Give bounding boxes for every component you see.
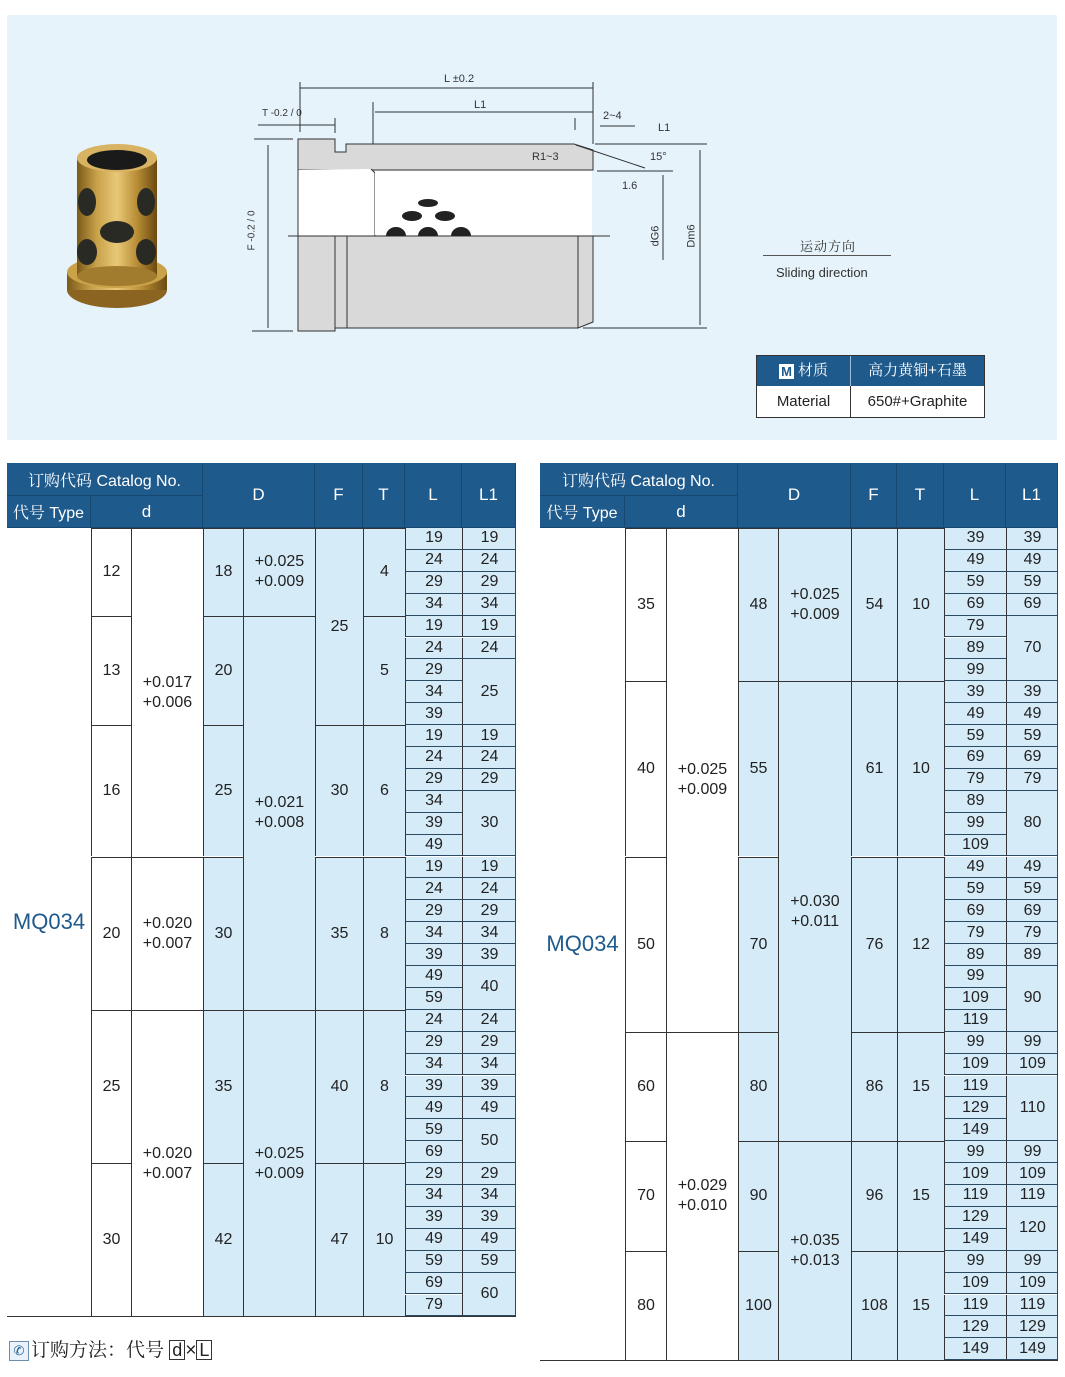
material-header-label <box>757 356 851 386</box>
cell-L1-value: 39 <box>462 1207 516 1229</box>
table-bottom-rule <box>7 1316 516 1317</box>
cell-L1-value: 40 <box>462 966 516 1010</box>
order-code-L: L <box>196 1340 212 1360</box>
cell-T-value: 10 <box>897 681 944 856</box>
dim-label-angle: 15° <box>650 151 667 163</box>
dim-label-L: L ±0.2 <box>444 73 475 85</box>
cell-L1-value: 59 <box>1006 878 1058 900</box>
cell-T-value: 8 <box>363 857 405 1010</box>
cell-L1-value: 50 <box>462 1119 516 1163</box>
d-tolerance-lower: +0.009 <box>677 781 728 799</box>
cell-D-value: 18 <box>203 528 243 616</box>
D-tolerance-lower: +0.008 <box>254 814 305 832</box>
cell-L1-value: 39 <box>1006 528 1058 550</box>
cell-L-value: 19 <box>405 725 462 747</box>
sliding-direction-en: Sliding direction <box>776 265 868 280</box>
cell-L-value: 99 <box>944 966 1006 988</box>
cell-L1-value: 109 <box>1006 1054 1058 1076</box>
D-tolerance-lower: +0.009 <box>790 606 840 624</box>
cell-L1-value: 19 <box>462 725 516 747</box>
cell-T-value: 15 <box>897 1032 944 1142</box>
cell-L-value: 34 <box>405 791 462 813</box>
cell-T-value: 10 <box>897 528 944 681</box>
d-tolerance-upper: +0.020 <box>142 1144 193 1162</box>
cell-L-value: 34 <box>405 681 462 703</box>
cell-F-value: 54 <box>851 528 897 681</box>
cell-L-value: 39 <box>405 1076 462 1098</box>
order-method-label: 订购方法：代号 <box>31 1340 165 1361</box>
cell-T-value: 12 <box>897 857 944 1032</box>
cell-L1-value: 34 <box>462 922 516 944</box>
cell-L-value: 29 <box>405 1032 462 1054</box>
cell-L-value: 149 <box>944 1338 1006 1360</box>
cell-L-value: 49 <box>944 550 1006 572</box>
cell-L1-value: 24 <box>462 747 516 769</box>
cell-L-value: 69 <box>944 747 1006 769</box>
cell-L1-value: 29 <box>462 769 516 791</box>
cell-d-tolerance <box>666 1032 738 1361</box>
cell-L-value: 69 <box>944 594 1006 616</box>
cell-L1-value: 129 <box>1006 1316 1058 1338</box>
header-type: 代号 Type <box>540 496 625 528</box>
cell-L1-value: 49 <box>462 1097 516 1119</box>
cell-type: MQ034 <box>7 528 91 1316</box>
sliding-direction-arrow-icon <box>763 255 891 256</box>
cell-L1-value: 90 <box>1006 966 1058 1032</box>
cell-L1-value: 24 <box>462 1010 516 1032</box>
d-tolerance-upper: +0.020 <box>142 914 193 932</box>
cell-L-value: 59 <box>405 1251 462 1273</box>
cell-L-value: 89 <box>944 638 1006 660</box>
cell-F-value: 61 <box>851 681 897 856</box>
cell-L1-value: 24 <box>462 638 516 660</box>
cell-type: MQ034 <box>540 528 625 1360</box>
cell-D-tolerance <box>778 681 851 1141</box>
cell-L1-value: 39 <box>462 1076 516 1098</box>
cell-L-value: 99 <box>944 1251 1006 1273</box>
header-L: L <box>944 463 1006 528</box>
cell-L1-value: 110 <box>1006 1076 1058 1142</box>
header-L: L <box>405 463 462 528</box>
order-code-times: × <box>185 1340 197 1361</box>
d-tolerance-lower: +0.010 <box>677 1197 728 1215</box>
cell-D-tolerance <box>243 1010 315 1317</box>
cell-D-value: 35 <box>203 1010 243 1163</box>
cell-L1-value: 30 <box>462 791 516 857</box>
cell-L1-value: 39 <box>1006 681 1058 703</box>
header-L1: L1 <box>1006 463 1058 528</box>
roughness-inner-label: 1.6 <box>622 180 638 192</box>
cell-d-tolerance <box>131 857 203 1010</box>
cell-D-tolerance <box>243 528 315 616</box>
cell-L1-value: 119 <box>1006 1295 1058 1317</box>
cell-d-value: 30 <box>91 1163 131 1316</box>
dim-label-L1: L1 <box>474 99 487 111</box>
dim-label-radius: R1~3 <box>532 151 559 163</box>
D-tolerance-upper: +0.021 <box>254 794 305 812</box>
cell-L-value: 79 <box>944 922 1006 944</box>
cell-L-value: 99 <box>944 659 1006 681</box>
cell-L1-value: 69 <box>1006 747 1058 769</box>
cell-L-value: 49 <box>405 966 462 988</box>
cell-T-value: 15 <box>897 1251 944 1361</box>
header-L1: L1 <box>462 463 516 528</box>
header-catalog-no: 订购代码 Catalog No. <box>7 463 203 496</box>
cell-T-value: 8 <box>363 1010 405 1163</box>
cell-L1-value: 25 <box>462 659 516 725</box>
cell-D-value: 25 <box>203 725 243 856</box>
cell-L-value: 69 <box>405 1273 462 1295</box>
cell-L1-value: 149 <box>1006 1338 1058 1360</box>
cell-L1-value: 29 <box>462 1163 516 1185</box>
D-tolerance-upper: +0.035 <box>790 1232 840 1250</box>
cell-L-value: 49 <box>405 835 462 857</box>
d-tolerance-lower: +0.007 <box>142 1164 193 1182</box>
cell-L-value: 39 <box>405 1207 462 1229</box>
cell-L-value: 119 <box>944 1295 1006 1317</box>
cell-D-value: 48 <box>738 528 778 681</box>
cell-L-value: 99 <box>944 1032 1006 1054</box>
cell-L-value: 149 <box>944 1229 1006 1251</box>
cell-L-value: 99 <box>944 1141 1006 1163</box>
cell-L-value: 119 <box>944 1185 1006 1207</box>
cell-L1-value: 79 <box>1006 922 1058 944</box>
cell-L-value: 119 <box>944 1010 1006 1032</box>
cell-d-value: 16 <box>91 725 131 856</box>
D-tolerance-upper: +0.030 <box>790 892 840 910</box>
cell-L1-value: 69 <box>1006 594 1058 616</box>
material-label-zh: 材质 <box>797 362 828 379</box>
cell-L1-value: 79 <box>1006 769 1058 791</box>
cell-d-value: 60 <box>625 1032 666 1142</box>
cell-d-value: 80 <box>625 1251 666 1361</box>
cell-L-value: 24 <box>405 747 462 769</box>
material-value-en: 650#+Graphite <box>867 393 968 410</box>
header-F: F <box>315 463 363 528</box>
cell-L-value: 34 <box>405 594 462 616</box>
cell-L-value: 34 <box>405 1185 462 1207</box>
header-type: 代号 Type <box>7 496 91 528</box>
cell-L-value: 129 <box>944 1097 1006 1119</box>
table-bottom-rule <box>540 1360 1058 1361</box>
cell-L-value: 109 <box>944 835 1006 857</box>
cell-d-value: 25 <box>91 1010 131 1163</box>
cell-L-value: 149 <box>944 1119 1006 1141</box>
cell-L-value: 119 <box>944 1076 1006 1098</box>
cell-F-value: 76 <box>851 857 897 1032</box>
cell-L-value: 24 <box>405 550 462 572</box>
cell-L-value: 59 <box>944 572 1006 594</box>
cell-L1-value: 69 <box>1006 900 1058 922</box>
table-right-edge <box>515 528 516 1316</box>
cell-L1-value: 109 <box>1006 1163 1058 1185</box>
cell-d-tolerance <box>131 528 203 857</box>
cell-L-value: 39 <box>405 703 462 725</box>
cell-D-value: 70 <box>738 857 778 1032</box>
cell-L1-value: 19 <box>462 857 516 879</box>
material-label-en: Material <box>757 386 851 417</box>
cell-L-value: 109 <box>944 1054 1006 1076</box>
cell-L-value: 49 <box>405 1229 462 1251</box>
header-T: T <box>897 463 944 528</box>
dim-label-dG6: dG6 <box>649 225 662 247</box>
cell-L-value: 24 <box>405 1010 462 1032</box>
cell-L1-value: 19 <box>462 616 516 638</box>
order-method <box>9 1335 212 1362</box>
cell-L-value: 79 <box>944 769 1006 791</box>
cell-T-value: 5 <box>363 616 405 726</box>
cell-L-value: 24 <box>405 638 462 660</box>
D-tolerance-lower: +0.009 <box>254 573 305 591</box>
material-m-icon: M <box>779 364 794 379</box>
cell-D-value: 80 <box>738 1032 778 1142</box>
d-tolerance-upper: +0.025 <box>677 761 728 779</box>
cell-d-value: 40 <box>625 681 666 856</box>
cell-L-value: 29 <box>405 659 462 681</box>
cell-L-value: 24 <box>405 878 462 900</box>
cell-d-value: 70 <box>625 1141 666 1251</box>
cell-D-value: 20 <box>203 616 243 726</box>
cell-L-value: 59 <box>944 725 1006 747</box>
dim-label-chamfer: 2~4 <box>603 110 622 122</box>
d-tolerance-upper: +0.017 <box>142 673 193 691</box>
cell-L1-value: 119 <box>1006 1185 1058 1207</box>
cell-L1-value: 49 <box>462 1229 516 1251</box>
bushing-product-image <box>62 140 172 315</box>
cell-L1-value: 60 <box>462 1273 516 1317</box>
phone-icon: ✆ <box>9 1341 29 1361</box>
cell-L-value: 59 <box>405 988 462 1010</box>
cell-D-value: 30 <box>203 857 243 1010</box>
D-tolerance-upper: +0.025 <box>254 1144 305 1162</box>
cell-L-value: 49 <box>944 857 1006 879</box>
cell-L1-value: 120 <box>1006 1207 1058 1251</box>
cell-F-value: 40 <box>315 1010 363 1163</box>
header-F: F <box>851 463 897 528</box>
cell-L-value: 29 <box>405 1163 462 1185</box>
cell-L1-value: 39 <box>462 944 516 966</box>
d-tolerance-lower: +0.007 <box>142 934 193 952</box>
D-tolerance-lower: +0.011 <box>790 912 840 930</box>
dim-label-Dm6: Dm6 <box>685 224 698 248</box>
cell-D-value: 100 <box>738 1251 778 1361</box>
d-tolerance-upper: +0.029 <box>677 1177 728 1195</box>
cell-D-value: 55 <box>738 681 778 856</box>
header-catalog-no: 订购代码 Catalog No. <box>540 463 738 496</box>
dim-label-F: F -0.2 / 0 <box>246 210 258 251</box>
cell-L1-value: 49 <box>1006 703 1058 725</box>
cell-L-value: 49 <box>944 703 1006 725</box>
cell-F-value: 35 <box>315 857 363 1010</box>
header-d: d <box>625 496 738 528</box>
cell-L-value: 109 <box>944 1163 1006 1185</box>
cell-L-value: 19 <box>405 616 462 638</box>
cell-L1-value: 99 <box>1006 1032 1058 1054</box>
cell-L1-value: 34 <box>462 1185 516 1207</box>
cell-L1-value: 34 <box>462 594 516 616</box>
cell-L-value: 89 <box>944 791 1006 813</box>
cell-d-tolerance <box>131 1010 203 1317</box>
D-tolerance-upper: +0.025 <box>254 553 305 571</box>
cell-L1-value: 49 <box>1006 857 1058 879</box>
cell-L1-value: 59 <box>1006 725 1058 747</box>
cell-L-value: 39 <box>944 681 1006 703</box>
cell-L-value: 79 <box>405 1295 462 1317</box>
cell-L-value: 79 <box>944 616 1006 638</box>
dim-label-T: T -0.2 / 0 <box>262 108 302 119</box>
cell-D-tolerance <box>243 616 315 1010</box>
cell-T-value: 6 <box>363 725 405 856</box>
cell-d-value: 20 <box>91 857 131 1010</box>
cell-L-value: 89 <box>944 944 1006 966</box>
cell-L1-value: 99 <box>1006 1251 1058 1273</box>
cell-L1-value: 19 <box>462 528 516 550</box>
cell-L-value: 19 <box>405 528 462 550</box>
cell-F-value: 108 <box>851 1251 897 1361</box>
cell-F-value: 47 <box>315 1163 363 1316</box>
cell-T-value: 15 <box>897 1141 944 1251</box>
cell-L-value: 109 <box>944 988 1006 1010</box>
cell-d-value: 12 <box>91 528 131 616</box>
cell-L1-value: 24 <box>462 878 516 900</box>
cell-T-value: 4 <box>363 528 405 616</box>
D-tolerance-lower: +0.013 <box>790 1252 840 1270</box>
cell-L1-value: 29 <box>462 900 516 922</box>
cell-L-value: 39 <box>405 813 462 835</box>
D-tolerance-lower: +0.009 <box>254 1164 305 1182</box>
cell-L-value: 34 <box>405 922 462 944</box>
cell-L-value: 29 <box>405 572 462 594</box>
cell-L-value: 29 <box>405 900 462 922</box>
cell-L1-value: 70 <box>1006 616 1058 682</box>
cell-L1-value: 99 <box>1006 1141 1058 1163</box>
cell-L1-value: 59 <box>1006 572 1058 594</box>
cell-L1-value: 24 <box>462 550 516 572</box>
table-right-edge <box>1057 528 1058 1360</box>
header-T: T <box>363 463 405 528</box>
bushing-icon <box>62 140 172 315</box>
d-tolerance-lower: +0.006 <box>142 693 193 711</box>
cell-D-tolerance <box>778 528 851 681</box>
cell-L-value: 129 <box>944 1316 1006 1338</box>
cell-L-value: 109 <box>944 1273 1006 1295</box>
cell-L-value: 39 <box>944 528 1006 550</box>
cell-T-value: 10 <box>363 1163 405 1316</box>
cell-L1-value: 34 <box>462 1054 516 1076</box>
cell-L-value: 59 <box>944 878 1006 900</box>
header-D: D <box>203 463 315 528</box>
cell-D-tolerance <box>778 1141 851 1360</box>
cell-L-value: 59 <box>405 1119 462 1141</box>
sliding-direction-zh: 运动方向 <box>800 239 857 254</box>
cell-L1-value: 59 <box>462 1251 516 1273</box>
technical-drawing <box>240 60 720 350</box>
cell-L1-value: 49 <box>1006 550 1058 572</box>
cell-F-value: 86 <box>851 1032 897 1142</box>
cell-L-value: 19 <box>405 857 462 879</box>
cell-L1-value: 29 <box>462 572 516 594</box>
cell-d-value: 35 <box>625 528 666 681</box>
cell-L-value: 69 <box>944 900 1006 922</box>
cell-D-value: 42 <box>203 1163 243 1316</box>
header-d: d <box>91 496 203 528</box>
cell-L-value: 34 <box>405 1054 462 1076</box>
order-code-d: d <box>169 1340 185 1360</box>
cell-d-tolerance <box>666 528 738 1032</box>
roughness-outer-label: L1 <box>658 122 671 134</box>
cell-L1-value: 89 <box>1006 944 1058 966</box>
cell-L-value: 49 <box>405 1097 462 1119</box>
cell-L-value: 99 <box>944 813 1006 835</box>
header-D: D <box>738 463 851 528</box>
cell-D-value: 90 <box>738 1141 778 1251</box>
cell-L1-value: 109 <box>1006 1273 1058 1295</box>
cell-L-value: 129 <box>944 1207 1006 1229</box>
cell-L-value: 39 <box>405 944 462 966</box>
material-table <box>756 355 985 418</box>
cell-L-value: 69 <box>405 1141 462 1163</box>
cell-d-value: 13 <box>91 616 131 726</box>
cell-d-value: 50 <box>625 857 666 1032</box>
cell-F-value-merged: 25 <box>315 528 363 725</box>
cell-F-value: 96 <box>851 1141 897 1251</box>
cell-L1-value: 80 <box>1006 791 1058 857</box>
cell-F-value: 30 <box>315 725 363 856</box>
D-tolerance-upper: +0.025 <box>790 586 840 604</box>
cell-L1-value: 29 <box>462 1032 516 1054</box>
material-header-value: 高力黄铜+石墨 <box>868 362 967 379</box>
cell-L-value: 29 <box>405 769 462 791</box>
